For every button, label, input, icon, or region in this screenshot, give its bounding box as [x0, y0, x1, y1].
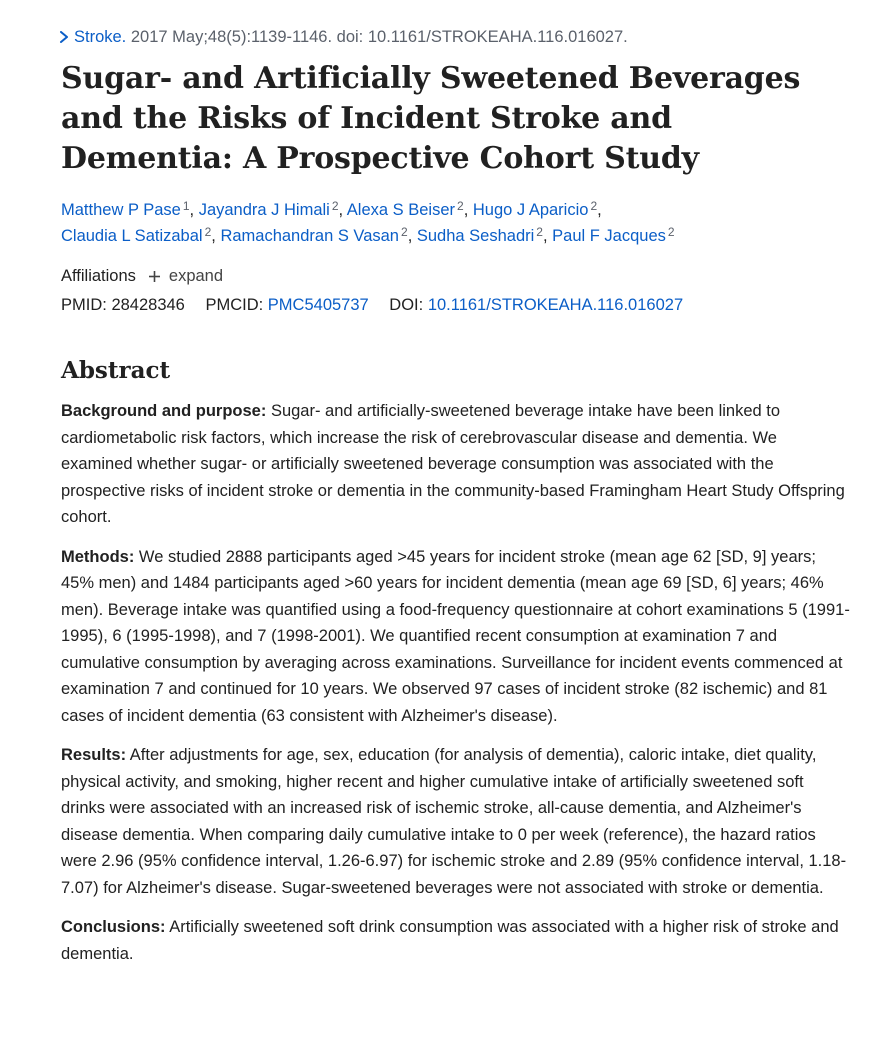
author-item — [552, 227, 674, 245]
author-link[interactable]: Claudia L Satizabal — [61, 227, 203, 245]
author-item: Alexa S Beiser $^2$, — [346, 199, 473, 219]
author-affiliation-ref[interactable]: 2 — [204, 225, 212, 239]
abstract-results — [61, 742, 851, 901]
author-link[interactable]: Jayandra J Himali — [198, 201, 330, 219]
affiliations-label: Affiliations — [61, 267, 136, 285]
expand-label[interactable]: expand — [168, 267, 224, 285]
pmcid-label: PMCID: — [205, 296, 264, 314]
section-text: After adjustments for age, sex, education (for analysis of dementia), caloric intake, diet quality, physical activity, and smoking, higher recent and higher cumulative intake of artificially sweetened soft drinks were associated with an increased risk of ischemic stroke, all-cause dementia, and Alzheimer's disease dementia. When comparing daily cumulative intake to 0 per week (reference), the hazard ratios were 2.96 (95% confidence interval, 1.26-6.97) for ischemic stroke and 2.89 (95% confidence interval, 1.18-7.07) for Alzheimer's disease. Sugar-sweetened beverages were not associated with stroke or dementia. — [61, 746, 847, 897]
section-label: Methods: — [61, 547, 135, 566]
plus-icon — [148, 270, 161, 283]
author-item: Claudia L Satizabal $^2$, — [61, 225, 221, 245]
pmid-value: 28428346 — [111, 296, 185, 314]
author-affiliation-ref[interactable]: 2 — [667, 225, 675, 239]
abstract-methods — [61, 544, 851, 730]
section-label: Background and purpose: — [61, 402, 267, 420]
author-item: Sudha Seshadri $^2$, — [416, 225, 553, 245]
authors-list — [61, 197, 851, 249]
author-link[interactable]: Sudha Seshadri — [416, 227, 535, 245]
doi-link[interactable]: 10.1161/STROKEAHA.116.016027 — [427, 296, 684, 314]
citation-line — [59, 24, 851, 50]
section-text: Artificially sweetened soft drink consumption was associated with a higher risk of stroke and dementia. — [61, 918, 839, 963]
author-affiliation-ref[interactable]: 1 — [182, 199, 190, 213]
pmid-label: PMID: — [61, 296, 107, 314]
author-link[interactable]: Paul F Jacques — [552, 227, 666, 245]
author-link[interactable]: Alexa S Beiser — [346, 201, 456, 219]
author-affiliation-ref[interactable]: 2 — [590, 199, 598, 213]
abstract-background — [61, 398, 851, 531]
journal-link[interactable] — [59, 28, 126, 46]
section-label: Conclusions: — [61, 918, 166, 936]
doi-label: DOI: — [389, 296, 424, 314]
author-affiliation-ref[interactable]: 2 — [536, 225, 543, 239]
author-link[interactable]: Hugo J Aparicio — [472, 201, 589, 219]
author-affiliation-ref[interactable]: 2 — [331, 199, 339, 213]
citation-details: 2017 May;48(5):1139-1146. doi: 10.1161/STROKEAHA.116.016027. — [130, 28, 628, 46]
author-link[interactable]: Ramachandran S Vasan — [220, 227, 399, 245]
identifiers-row — [61, 292, 851, 318]
affiliations-row — [61, 263, 851, 289]
journal-name[interactable]: Stroke. — [74, 28, 127, 46]
author-affiliation-ref[interactable]: 2 — [401, 225, 408, 239]
author-link[interactable]: Matthew P Pase — [61, 201, 181, 219]
author-affiliation-ref[interactable]: 2 — [457, 199, 464, 213]
abstract-conclusions — [61, 914, 851, 967]
author-item: Ramachandran S Vasan $^2$, — [220, 225, 417, 245]
author-item: Matthew P Pase $^1$, — [61, 199, 199, 219]
article-title: Sugar- and Artificially Sweetened Beverages and the Risks of Incident Stroke and Dementia: A Prospective Cohort Study — [61, 61, 801, 176]
affiliations-expand-button[interactable] — [148, 263, 223, 289]
section-text: We studied 2888 participants aged >45 years for incident stroke (mean age 62 [SD, 9] years; 45% men) and 1484 participants aged >60 years for incident dementia (mean age 69 [SD, 6] years; 46% men). Beverage intake was quantified using a food-frequency questionnaire at cohort examinations 5 (1991-1995), 6 (1995-1998), and 7 (1998-2001). We quantified recent consumption at examination 7 and cumulative consumption by averaging across examinations. Surveillance for incident events commenced at examination 7 and continued for 10 years. We observed 97 cases of incident stroke (82 ischemic) and 81 cases of incident dementia (63 consistent with Alzheimer's disease). — [61, 547, 850, 725]
author-item: Jayandra J Himali $^2$, — [198, 199, 347, 219]
pmcid-link[interactable]: PMC5405737 — [267, 296, 369, 314]
section-text: Sugar- and artificially-sweetened beverage intake have been linked to cardiometabolic risk factors, which increase the risk of cerebrovascular disease and dementia. We examined whether sugar- or artificially sweetened beverage consumption was associated with the prospective risks of incident stroke or dementia in the community-based Framingham Heart Study Offspring cohort. — [61, 402, 845, 526]
author-item: Hugo J Aparicio $^2$, — [472, 199, 602, 219]
section-label: Results: — [61, 746, 127, 764]
chevron-right-icon — [59, 31, 69, 43]
abstract-heading: Abstract — [61, 357, 171, 384]
